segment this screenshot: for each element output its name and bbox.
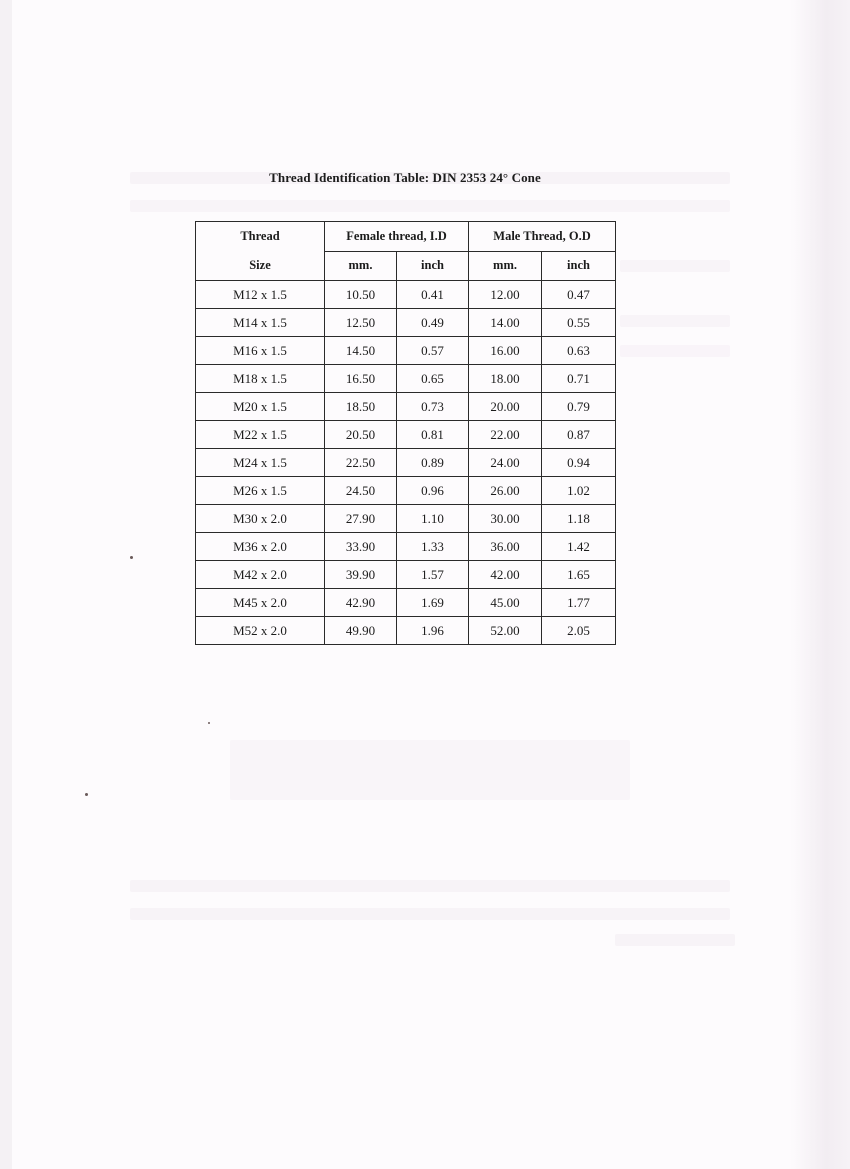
thread-size-cell: M36 x 2.0: [196, 533, 325, 561]
table-row: [196, 589, 616, 617]
thread-size-cell: M14 x 1.5: [196, 309, 325, 337]
female-inch-cell: 0.89: [397, 449, 469, 477]
female-mm-cell: 12.50: [325, 309, 397, 337]
female-mm-cell: 18.50: [325, 393, 397, 421]
male-mm-cell: 12.00: [469, 281, 542, 309]
female-inch-cell: 1.57: [397, 561, 469, 589]
scan-speck: [208, 722, 210, 724]
female-mm-header: mm.: [325, 251, 397, 281]
male-mm-cell: 18.00: [469, 365, 542, 393]
male-inch-cell: 0.63: [542, 337, 616, 365]
male-thread-header: Male Thread, O.D: [469, 222, 616, 252]
thread-size-cell: M16 x 1.5: [196, 337, 325, 365]
bleed-through-line: [620, 260, 730, 272]
thread-size-cell: M26 x 1.5: [196, 477, 325, 505]
page-title: Thread Identification Table: DIN 2353 24° Cone: [269, 170, 541, 185]
table-row: [196, 505, 616, 533]
female-inch-cell: 0.49: [397, 309, 469, 337]
female-mm-cell: 20.50: [325, 421, 397, 449]
table-row: [196, 337, 616, 365]
male-mm-cell: 14.00: [469, 309, 542, 337]
table-row: [196, 617, 616, 645]
female-mm-cell: 16.50: [325, 365, 397, 393]
thread-identification-table: [195, 221, 616, 645]
male-inch-header: inch: [542, 251, 616, 281]
page-edge-left: [0, 0, 12, 1169]
female-inch-header: inch: [397, 251, 469, 281]
female-mm-cell: 24.50: [325, 477, 397, 505]
female-inch-cell: 0.73: [397, 393, 469, 421]
table-header-row: [196, 222, 616, 252]
male-inch-cell: 0.94: [542, 449, 616, 477]
female-mm-cell: 42.90: [325, 589, 397, 617]
scan-speck: [85, 793, 88, 796]
female-mm-cell: 27.90: [325, 505, 397, 533]
thread-size-cell: M22 x 1.5: [196, 421, 325, 449]
thread-size-cell: M42 x 2.0: [196, 561, 325, 589]
table-row: [196, 449, 616, 477]
female-mm-cell: 49.90: [325, 617, 397, 645]
male-inch-cell: 0.71: [542, 365, 616, 393]
male-mm-cell: 26.00: [469, 477, 542, 505]
male-mm-cell: 20.00: [469, 393, 542, 421]
male-inch-cell: 0.79: [542, 393, 616, 421]
male-inch-cell: 1.77: [542, 589, 616, 617]
male-mm-cell: 22.00: [469, 421, 542, 449]
bleed-through-line: [620, 315, 730, 327]
thread-size-cell: M24 x 1.5: [196, 449, 325, 477]
female-inch-cell: 0.41: [397, 281, 469, 309]
male-inch-cell: 0.87: [542, 421, 616, 449]
table-row: [196, 421, 616, 449]
female-mm-cell: 39.90: [325, 561, 397, 589]
male-mm-cell: 42.00: [469, 561, 542, 589]
table-body: [196, 281, 616, 645]
male-mm-cell: 30.00: [469, 505, 542, 533]
female-inch-cell: 1.96: [397, 617, 469, 645]
male-mm-cell: 45.00: [469, 589, 542, 617]
thread-size-cell: M18 x 1.5: [196, 365, 325, 393]
table-row: [196, 477, 616, 505]
male-inch-cell: 0.55: [542, 309, 616, 337]
thread-size-header: [196, 222, 325, 281]
bleed-through-line: [620, 345, 730, 357]
male-mm-cell: 36.00: [469, 533, 542, 561]
table-row: [196, 309, 616, 337]
bleed-through-line: [615, 934, 735, 946]
thread-size-cell: M30 x 2.0: [196, 505, 325, 533]
thread-size-header-line1: Thread: [240, 229, 280, 243]
male-inch-cell: 1.18: [542, 505, 616, 533]
female-mm-cell: 22.50: [325, 449, 397, 477]
female-mm-cell: 14.50: [325, 337, 397, 365]
table-row: [196, 393, 616, 421]
female-inch-cell: 0.96: [397, 477, 469, 505]
table-row: [196, 561, 616, 589]
scan-speck: [130, 556, 133, 559]
table-row: [196, 365, 616, 393]
female-mm-cell: 10.50: [325, 281, 397, 309]
bleed-through-line: [130, 200, 730, 212]
female-inch-cell: 1.69: [397, 589, 469, 617]
bleed-through-figure: [230, 740, 630, 800]
male-inch-cell: 2.05: [542, 617, 616, 645]
page-edge-right: [790, 0, 850, 1169]
male-inch-cell: 1.65: [542, 561, 616, 589]
female-thread-header: Female thread, I.D: [325, 222, 469, 252]
female-mm-cell: 33.90: [325, 533, 397, 561]
female-inch-cell: 0.57: [397, 337, 469, 365]
female-inch-cell: 0.65: [397, 365, 469, 393]
male-mm-cell: 52.00: [469, 617, 542, 645]
female-inch-cell: 0.81: [397, 421, 469, 449]
thread-size-header-line2: Size: [249, 258, 271, 272]
table-row: [196, 533, 616, 561]
thread-size-cell: M20 x 1.5: [196, 393, 325, 421]
male-inch-cell: 0.47: [542, 281, 616, 309]
male-mm-header: mm.: [469, 251, 542, 281]
bleed-through-line: [130, 880, 730, 892]
female-inch-cell: 1.33: [397, 533, 469, 561]
male-mm-cell: 24.00: [469, 449, 542, 477]
female-inch-cell: 1.10: [397, 505, 469, 533]
male-inch-cell: 1.42: [542, 533, 616, 561]
table-row: [196, 281, 616, 309]
thread-size-cell: M45 x 2.0: [196, 589, 325, 617]
male-mm-cell: 16.00: [469, 337, 542, 365]
thread-size-cell: M12 x 1.5: [196, 281, 325, 309]
bleed-through-line: [130, 908, 730, 920]
male-inch-cell: 1.02: [542, 477, 616, 505]
thread-size-cell: M52 x 2.0: [196, 617, 325, 645]
